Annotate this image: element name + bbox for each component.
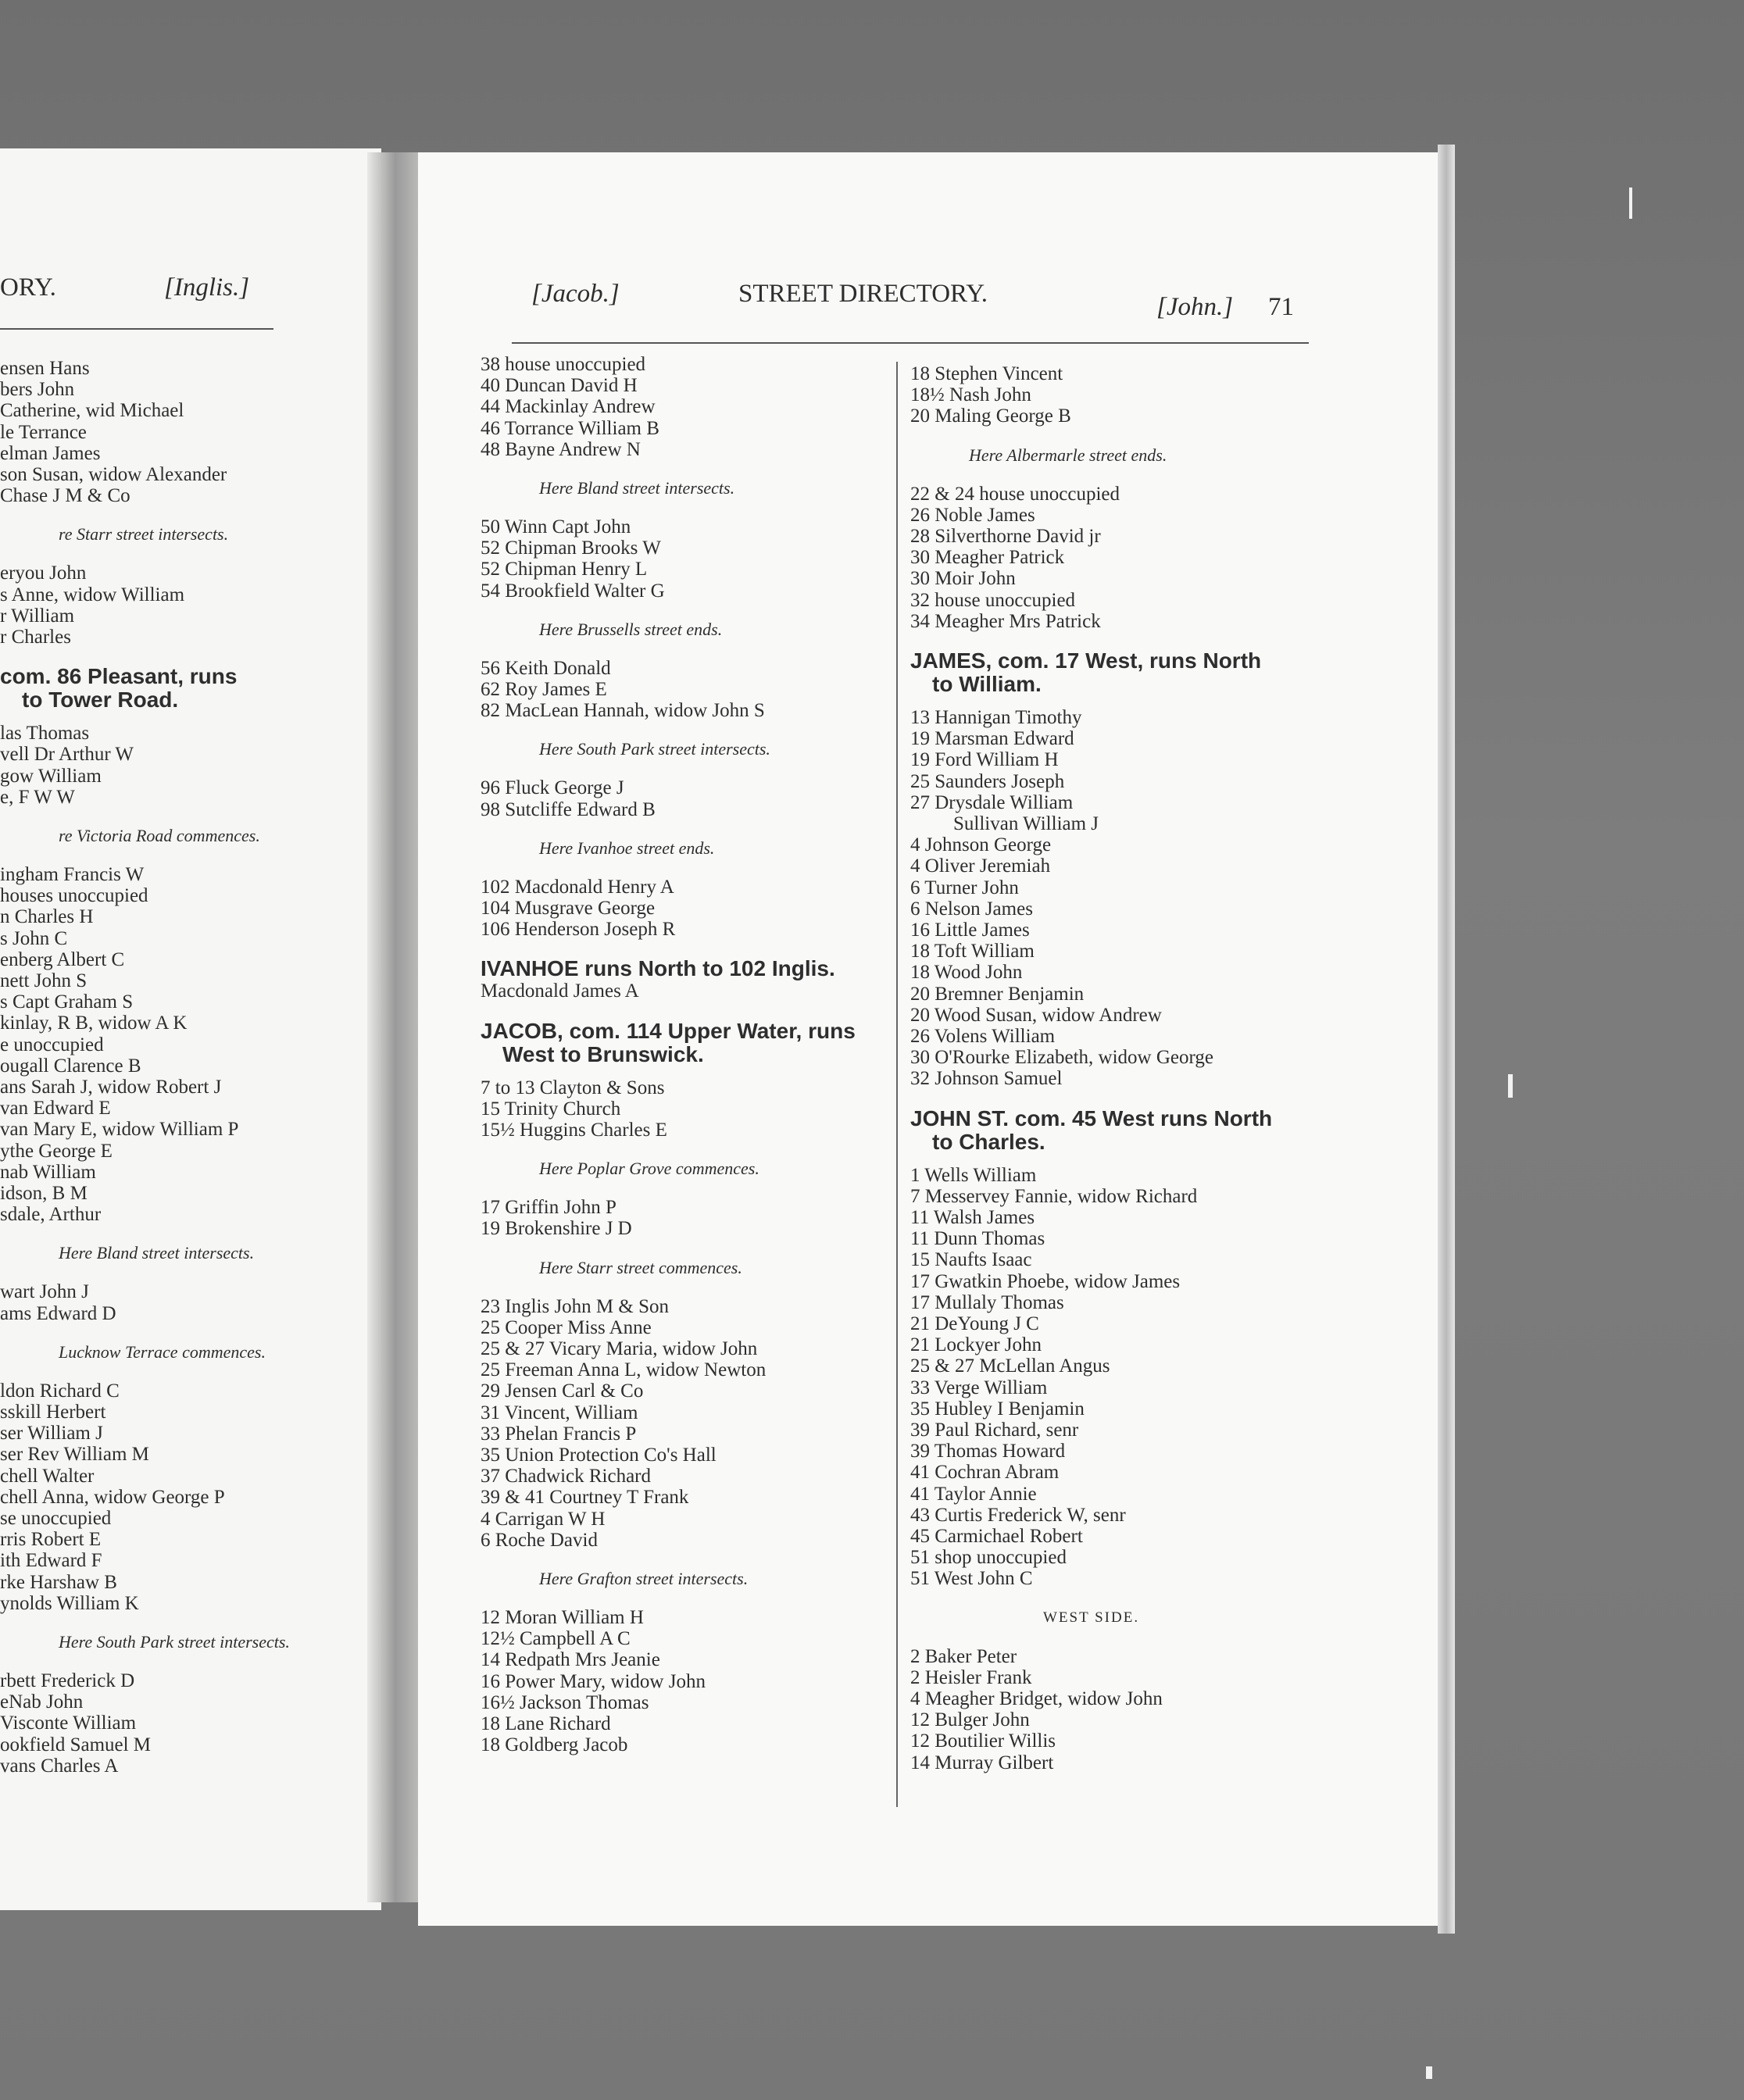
directory-entry: eryou John xyxy=(0,562,87,584)
directory-entry: 2 Heisler Frank xyxy=(910,1666,1032,1688)
street-note: Lucknow Terrace commences. xyxy=(59,1341,266,1362)
directory-entry: 102 Macdonald Henry A xyxy=(481,876,674,898)
directory-entry: 12 Moran William H xyxy=(481,1607,644,1628)
directory-entry: 18 Stephen Vincent xyxy=(910,363,1063,384)
directory-entry: 30 O'Rourke Elizabeth, widow George xyxy=(910,1047,1213,1069)
directory-entry: 19 Marsman Edward xyxy=(910,728,1074,750)
directory-entry: 16 Little James xyxy=(910,920,1030,941)
directory-entry: 16½ Jackson Thomas xyxy=(481,1691,649,1713)
directory-entry: 62 Roy James E xyxy=(481,679,607,700)
directory-entry: 45 Carmichael Robert xyxy=(910,1526,1083,1547)
directory-entry: chell Walter xyxy=(0,1465,95,1487)
paper-speck xyxy=(1508,1074,1513,1098)
directory-entry: 4 Oliver Jeremiah xyxy=(910,855,1051,877)
directory-entry: r William xyxy=(0,605,75,627)
street-note: Here South Park street intersects. xyxy=(59,1632,290,1652)
directory-entry: 25 Freeman Anna L, widow Newton xyxy=(481,1359,767,1381)
street-note: Here Brussells street ends. xyxy=(539,619,723,639)
right-header-left: [Jacob.] xyxy=(531,280,620,308)
left-header-title: ORY. xyxy=(0,273,56,302)
directory-entry: 16 Power Mary, widow John xyxy=(481,1670,706,1692)
directory-entry: 52 Chipman Brooks W xyxy=(481,538,661,559)
directory-entry: 14 Murray Gilbert xyxy=(910,1752,1054,1773)
directory-entry: houses unoccupied xyxy=(0,885,148,907)
page-number: 71 xyxy=(1268,293,1294,321)
directory-entry: 18 Lane Richard xyxy=(481,1713,611,1734)
directory-entry: 39 Thomas Howard xyxy=(910,1441,1066,1462)
street-heading: to Tower Road. xyxy=(22,688,179,712)
directory-entry: 15 Trinity Church xyxy=(481,1098,621,1120)
directory-entry: 32 Johnson Samuel xyxy=(910,1068,1063,1090)
directory-entry: 38 house unoccupied xyxy=(481,354,646,375)
street-note: re Starr street intersects. xyxy=(59,524,229,545)
directory-entry: 52 Chipman Henry L xyxy=(481,559,648,580)
street-note: Here Ivanhoe street ends. xyxy=(539,838,715,858)
directory-entry: 7 Messervey Fannie, widow Richard xyxy=(910,1185,1198,1207)
directory-entry: s Anne, widow William xyxy=(0,584,185,605)
directory-entry: 104 Musgrave George xyxy=(481,898,656,919)
directory-entry: ldon Richard C xyxy=(0,1380,120,1402)
street-heading: JACOB, com. 114 Upper Water, runs xyxy=(481,1018,856,1043)
directory-entry: ougall Clarence B xyxy=(0,1055,141,1077)
directory-entry: bers John xyxy=(0,379,75,401)
street-heading: JAMES, com. 17 West, runs North xyxy=(910,648,1262,673)
street-heading: com. 86 Pleasant, runs xyxy=(0,664,238,689)
directory-entry: ser William J xyxy=(0,1423,103,1445)
directory-entry: 46 Torrance William B xyxy=(481,417,659,439)
directory-entry: Catherine, wid Michael xyxy=(0,400,184,422)
right-header-right: [John.] xyxy=(1156,293,1234,321)
directory-entry: 2 Baker Peter xyxy=(910,1645,1017,1667)
directory-entry: 30 Meagher Patrick xyxy=(910,547,1065,569)
directory-entry: 82 MacLean Hannah, widow John S xyxy=(481,700,765,722)
column-divider xyxy=(896,362,898,1807)
directory-entry: 19 Ford William H xyxy=(910,749,1059,771)
street-note: Here Starr street commences. xyxy=(539,1257,742,1277)
directory-entry: 28 Silverthorne David jr xyxy=(910,526,1101,547)
directory-entry: Macdonald James A xyxy=(481,980,639,1002)
directory-entry: 23 Inglis John M & Son xyxy=(481,1295,670,1317)
directory-entry: 17 Mullaly Thomas xyxy=(910,1291,1064,1313)
directory-entry: idson, B M xyxy=(0,1183,88,1204)
directory-entry: 18 Wood John xyxy=(910,962,1023,984)
directory-entry: 40 Duncan David H xyxy=(481,375,638,397)
directory-entry: son Susan, widow Alexander xyxy=(0,464,227,485)
directory-entry: 4 Meagher Bridget, widow John xyxy=(910,1688,1163,1709)
directory-entry: wart John J xyxy=(0,1281,89,1303)
directory-entry: 15 Naufts Isaac xyxy=(910,1249,1032,1271)
directory-entry: 37 Chadwick Richard xyxy=(481,1466,652,1488)
directory-entry: 44 Mackinlay Andrew xyxy=(481,396,656,418)
directory-entry: 21 DeYoung J C xyxy=(910,1313,1039,1334)
directory-entry: 14 Redpath Mrs Jeanie xyxy=(481,1649,660,1671)
directory-entry: 6 Nelson James xyxy=(910,898,1033,920)
directory-entry: 12 Bulger John xyxy=(910,1709,1030,1731)
directory-entry: 26 Volens William xyxy=(910,1026,1056,1047)
street-heading: to William. xyxy=(932,672,1042,696)
directory-entry: 39 & 41 Courtney T Frank xyxy=(481,1487,689,1509)
directory-entry: 11 Dunn Thomas xyxy=(910,1228,1045,1250)
directory-entry: 20 Wood Susan, widow Andrew xyxy=(910,1004,1162,1026)
directory-entry: 21 Lockyer John xyxy=(910,1334,1042,1356)
directory-entry: van Mary E, widow William P xyxy=(0,1119,239,1141)
street-note: Here South Park street intersects. xyxy=(539,739,770,759)
directory-entry: 18 Toft William xyxy=(910,941,1035,962)
directory-entry: sdale, Arthur xyxy=(0,1204,102,1226)
street-note: Here Albermarle street ends. xyxy=(969,445,1167,465)
street-heading: IVANHOE runs North to 102 Inglis. xyxy=(481,956,835,981)
directory-entry: sskill Herbert xyxy=(0,1402,106,1423)
directory-entry: 6 Roche David xyxy=(481,1529,598,1551)
directory-entry: vell Dr Arthur W xyxy=(0,744,134,766)
directory-entry: 1 Wells William xyxy=(910,1164,1037,1186)
directory-entry: 51 shop unoccupied xyxy=(910,1547,1067,1569)
directory-entry: r Charles xyxy=(0,627,71,648)
directory-entry: 41 Taylor Annie xyxy=(910,1483,1037,1505)
directory-entry: 96 Fluck George J xyxy=(481,777,624,799)
directory-entry: e, F W W xyxy=(0,786,75,808)
street-note: re Victoria Road commences. xyxy=(59,826,260,845)
directory-entry: s John C xyxy=(0,927,68,949)
directory-entry: 22 & 24 house unoccupied xyxy=(910,483,1120,505)
street-heading: West to Brunswick. xyxy=(502,1041,704,1066)
directory-entry: 25 Saunders Joseph xyxy=(910,770,1065,792)
directory-entry: e unoccupied xyxy=(0,1034,104,1055)
directory-entry: 50 Winn Capt John xyxy=(481,516,631,538)
left-header-rule xyxy=(0,328,273,330)
directory-entry: 7 to 13 Clayton & Sons xyxy=(481,1077,665,1098)
directory-entry: nab William xyxy=(0,1161,96,1183)
directory-entry: rke Harshaw B xyxy=(0,1571,117,1593)
directory-entry: 12 Boutilier Willis xyxy=(910,1730,1056,1752)
directory-entry: 26 Noble James xyxy=(910,504,1035,526)
directory-entry: 54 Brookfield Walter G xyxy=(481,580,665,602)
directory-entry: 13 Hannigan Timothy xyxy=(910,707,1082,728)
directory-entry: ensen Hans xyxy=(0,358,90,379)
directory-entry: chell Anna, widow George P xyxy=(0,1486,225,1508)
directory-entry: n Charles H xyxy=(0,906,94,928)
directory-entry: 35 Hubley I Benjamin xyxy=(910,1398,1085,1420)
directory-entry: 32 house unoccupied xyxy=(910,589,1076,611)
directory-entry: 18½ Nash John xyxy=(910,384,1031,406)
directory-entry: rris Robert E xyxy=(0,1529,102,1551)
directory-entry: 17 Gwatkin Phoebe, widow James xyxy=(910,1270,1181,1292)
directory-entry: ythe George E xyxy=(0,1140,113,1162)
directory-entry: enberg Albert C xyxy=(0,948,125,970)
directory-entry: ams Edward D xyxy=(0,1302,116,1324)
left-page xyxy=(0,148,381,1910)
street-heading: to Charles. xyxy=(932,1129,1045,1154)
right-page xyxy=(418,152,1446,1926)
directory-entry: s Capt Graham S xyxy=(0,991,134,1013)
directory-entry: 98 Sutcliffe Edward B xyxy=(481,798,656,820)
directory-entry: nett John S xyxy=(0,970,88,991)
directory-entry: 48 Bayne Andrew N xyxy=(481,438,641,460)
directory-entry: 33 Phelan Francis P xyxy=(481,1423,637,1445)
directory-entry: ans Sarah J, widow Robert J xyxy=(0,1077,222,1098)
directory-entry: 29 Jensen Carl & Co xyxy=(481,1380,644,1402)
right-header-title: STREET DIRECTORY. xyxy=(738,280,988,308)
directory-entry: 51 West John C xyxy=(910,1568,1033,1590)
directory-entry: 4 Johnson George xyxy=(910,834,1052,856)
street-heading: JOHN ST. com. 45 West runs North xyxy=(910,1105,1273,1130)
paper-speck xyxy=(1629,188,1632,219)
directory-entry: 27 Drysdale William xyxy=(910,791,1074,813)
street-note: Here Grafton street intersects. xyxy=(539,1569,749,1588)
right-header-rule xyxy=(512,342,1309,344)
directory-entry: 106 Henderson Joseph R xyxy=(481,919,676,941)
directory-entry: 19 Brokenshire J D xyxy=(481,1218,632,1240)
directory-entry: 25 & 27 McLellan Angus xyxy=(910,1355,1110,1377)
directory-entry: 4 Carrigan W H xyxy=(481,1508,606,1530)
directory-entry: le Terrance xyxy=(0,421,87,443)
directory-entry: 30 Moir John xyxy=(910,568,1016,590)
directory-entry: 25 & 27 Vicary Maria, widow John xyxy=(481,1338,758,1359)
directory-entry: 20 Bremner Benjamin xyxy=(910,983,1085,1005)
directory-entry: ynolds William K xyxy=(0,1592,139,1614)
left-header-catchword: [Inglis.] xyxy=(164,273,250,302)
section-label: WEST SIDE. xyxy=(1043,1609,1140,1626)
directory-entry: 25 Cooper Miss Anne xyxy=(481,1316,652,1338)
directory-entry: 35 Union Protection Co's Hall xyxy=(481,1445,717,1466)
directory-entry: las Thomas xyxy=(0,723,90,745)
directory-entry: gow William xyxy=(0,765,102,787)
directory-entry: Visconte William xyxy=(0,1712,137,1734)
directory-entry: 12½ Campbell A C xyxy=(481,1628,631,1650)
directory-entry: 15½ Huggins Charles E xyxy=(481,1120,667,1141)
street-note: Here Bland street intersects. xyxy=(539,478,735,498)
directory-entry: 31 Vincent, William xyxy=(481,1402,638,1423)
directory-entry: 34 Meagher Mrs Patrick xyxy=(910,610,1101,632)
directory-entry: se unoccupied xyxy=(0,1508,112,1529)
page-edge xyxy=(1438,145,1455,1934)
directory-entry: 39 Paul Richard, senr xyxy=(910,1420,1079,1441)
street-note: Here Poplar Grove commences. xyxy=(539,1159,759,1179)
directory-entry: kinlay, R B, widow A K xyxy=(0,1012,188,1034)
directory-entry: ser Rev William M xyxy=(0,1444,149,1466)
directory-entry: van Edward E xyxy=(0,1098,111,1120)
directory-entry: ith Edward F xyxy=(0,1550,102,1572)
street-note: Here Bland street intersects. xyxy=(59,1243,255,1263)
directory-entry: 43 Curtis Frederick W, senr xyxy=(910,1504,1126,1526)
paper-speck xyxy=(1426,2066,1432,2079)
directory-entry: 33 Verge William xyxy=(910,1377,1048,1398)
directory-entry: 56 Keith Donald xyxy=(481,657,611,679)
directory-entry: ookfield Samuel M xyxy=(0,1734,152,1755)
directory-entry: 11 Walsh James xyxy=(910,1207,1035,1228)
directory-entry: elman James xyxy=(0,442,101,464)
directory-entry: 18 Goldberg Jacob xyxy=(481,1734,628,1756)
directory-entry: eNab John xyxy=(0,1691,84,1713)
directory-entry: 20 Maling George B xyxy=(910,405,1071,427)
directory-entry: 6 Turner John xyxy=(910,877,1019,898)
directory-entry: Sullivan William J xyxy=(953,813,1099,834)
directory-entry: 41 Cochran Abram xyxy=(910,1462,1060,1484)
directory-entry: vans Charles A xyxy=(0,1755,119,1777)
directory-entry: rbett Frederick D xyxy=(0,1670,135,1691)
directory-entry: ingham Francis W xyxy=(0,864,145,885)
directory-entry: Chase J M & Co xyxy=(0,485,130,507)
directory-entry: 17 Griffin John P xyxy=(481,1197,616,1219)
